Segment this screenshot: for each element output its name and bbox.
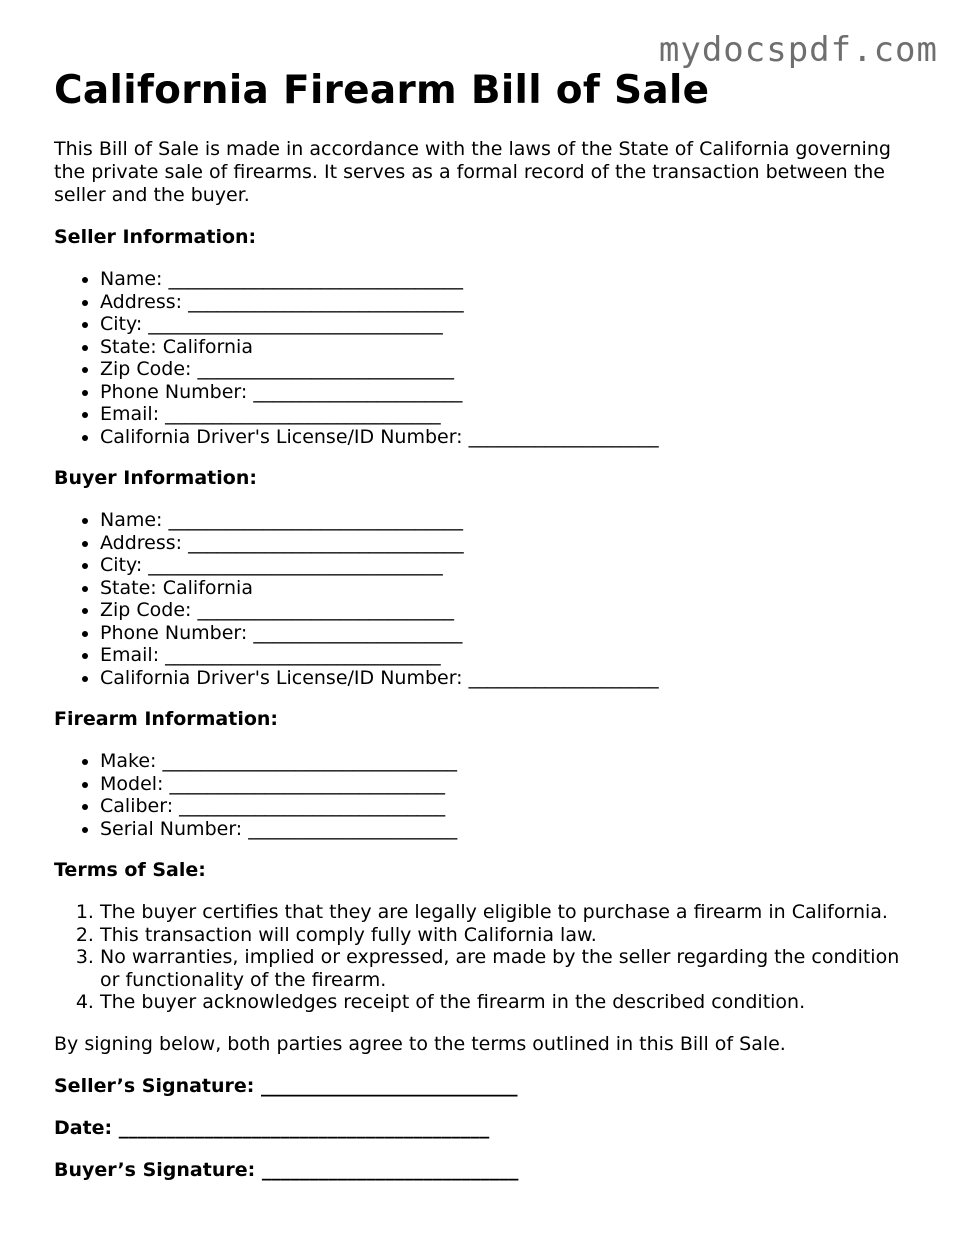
firearm-make-field: • Make: _______________________________ [100, 750, 924, 773]
terms-item: 2. This transaction will comply fully with California law. [100, 924, 924, 947]
seller-name-field: • Name: _______________________________ [100, 268, 924, 291]
intro-paragraph: This Bill of Sale is made in accordance with the laws of the State of California governing the private sale of firearms. It serves as a formal record of the transaction between the seller and the buyer. [54, 138, 891, 206]
seller-license-field: • California Driver's License/ID Number: ____________________ [100, 426, 924, 449]
firearm-model-field: • Model: _____________________________ [100, 773, 924, 796]
buyer-address-field: • Address: _____________________________ [100, 532, 924, 555]
seller-city-field: • City: _______________________________ [100, 313, 924, 336]
buyer-state-field: • State: California [100, 577, 924, 600]
seller-address-field: • Address: _____________________________ [100, 291, 924, 314]
buyer-list [54, 509, 924, 689]
terms-heading: Terms of Sale: [54, 859, 206, 881]
buyer-name-field: • Name: _______________________________ [100, 509, 924, 532]
watermark: mydocspdf.com [658, 30, 938, 70]
seller-email-field: • Email: _____________________________ [100, 403, 924, 426]
agreement-paragraph: By signing below, both parties agree to the terms outlined in this Bill of Sale. [54, 1032, 786, 1055]
terms-item: 3. No warranties, implied or expressed, are made by the seller regarding the condition or functionality of the firearm. [100, 946, 924, 991]
seller-signature-line: Seller’s Signature: ___________________________ [54, 1074, 518, 1097]
seller-list [54, 268, 924, 448]
document-page [54, 66, 924, 1182]
firearm-heading: Firearm Information: [54, 708, 279, 730]
buyer-signature-line: Buyer’s Signature: ___________________________ [54, 1158, 519, 1181]
buyer-city-field: • City: _______________________________ [100, 554, 924, 577]
firearm-caliber-field: • Caliber: ____________________________ [100, 795, 924, 818]
buyer-license-field: • California Driver's License/ID Number: ____________________ [100, 667, 924, 690]
buyer-zip-field: • Zip Code: ___________________________ [100, 599, 924, 622]
buyer-heading: Buyer Information: [54, 467, 257, 489]
terms-list [54, 901, 924, 1014]
terms-item: 4. The buyer acknowledges receipt of the firearm in the described condition. [100, 991, 924, 1014]
date-line: Date: _______________________________________ [54, 1116, 490, 1139]
document-title: California Firearm Bill of Sale [54, 68, 710, 113]
buyer-email-field: • Email: _____________________________ [100, 644, 924, 667]
seller-zip-field: • Zip Code: ___________________________ [100, 358, 924, 381]
firearm-list [54, 750, 924, 840]
terms-item: 1. The buyer certifies that they are legally eligible to purchase a firearm in California. [100, 901, 924, 924]
seller-heading: Seller Information: [54, 226, 257, 248]
seller-phone-field: • Phone Number: ______________________ [100, 381, 924, 404]
firearm-serial-field: • Serial Number: ______________________ [100, 818, 924, 841]
seller-state-field: • State: California [100, 336, 924, 359]
buyer-phone-field: • Phone Number: ______________________ [100, 622, 924, 645]
